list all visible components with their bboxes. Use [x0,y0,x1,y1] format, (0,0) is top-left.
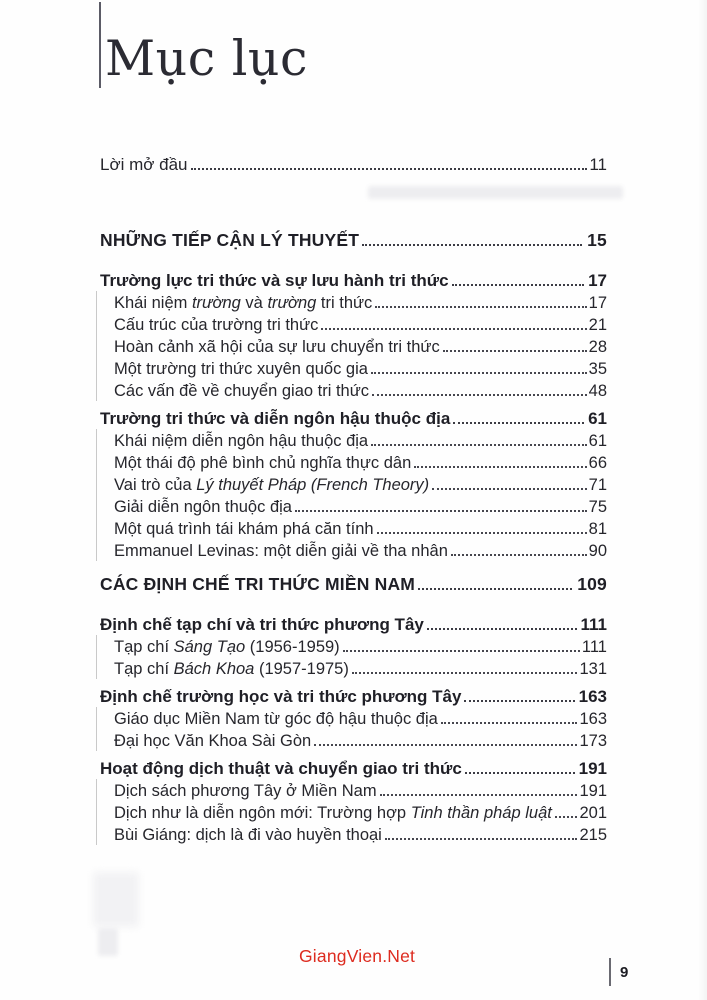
entry-label: Định chế trường học và tri thức phương Tây [100,687,462,706]
entry-page-number: 111 [580,615,607,634]
watermark-text: GiangVien.Net [299,946,416,966]
dot-leader [452,284,585,286]
bleed-through-smudge [93,872,139,927]
page-number: 9 [620,963,629,981]
toc-sub-entry [114,379,607,401]
toc-group-heading [100,267,607,291]
toc-group-heading [100,755,607,779]
entry-page-number: 81 [588,520,607,538]
entry-page-number: 191 [579,782,607,800]
dot-leader [464,700,574,702]
entry-page-number: 17 [588,271,607,290]
entry-label: Một thái độ phê bình chủ nghĩa thực dân [114,454,412,472]
dot-leader [321,328,586,330]
dot-leader [352,672,578,674]
dot-leader [453,422,584,424]
page-number-block [609,958,628,986]
entry-page-number: 109 [577,574,607,594]
toc-group [100,405,607,561]
dot-leader [372,394,587,396]
entry-label: Định chế tạp chí và tri thức phương Tây [100,615,424,634]
toc-sub-entry [114,473,607,495]
dot-leader [371,444,587,446]
toc-group-items [96,707,607,751]
entry-label: Trường tri thức và diễn ngôn hậu thuộc địa [100,409,451,428]
dot-leader [385,838,578,840]
toc-group-items [96,291,607,401]
toc-sub-entry [114,357,607,379]
entry-page-number: 215 [579,826,607,844]
entry-label: Khái niệm diễn ngôn hậu thuộc địa [114,432,369,450]
entry-page-number: 48 [588,382,607,400]
entry-label: Các vấn đề về chuyển giao tri thức [114,382,370,400]
entry-label: CÁC ĐỊNH CHẾ TRI THỨC MIỀN NAM [100,574,416,594]
entry-label: Giáo dục Miền Nam từ góc độ hậu thuộc địa [114,710,438,728]
entry-page-number: 28 [588,338,607,356]
toc-group [100,683,607,751]
entry-page-number: 131 [579,660,607,678]
toc-group-heading [100,683,607,707]
entry-page-number: 90 [588,542,607,560]
entry-page-number: 15 [587,230,607,250]
entry-page-number: 71 [588,476,607,494]
toc-sub-entry [114,635,607,657]
entry-label: Hoàn cảnh xã hội của sự lưu chuyển tri thức [114,338,440,356]
table-of-contents [100,151,607,845]
entry-label: Dịch như là diễn ngôn mới: Trường hợp Tinh thần pháp luật [114,804,552,822]
dot-leader [375,306,586,308]
entry-page-number: 61 [588,409,607,428]
entry-page-number: 191 [578,759,607,778]
toc-group-heading [100,611,607,635]
toc-group-items [96,429,607,561]
dot-leader [441,722,578,724]
toc-sub-entry [114,451,607,473]
dot-leader [362,244,582,246]
dot-leader [371,372,587,374]
toc-group [100,755,607,845]
toc-sub-entry [114,823,607,845]
entry-page-number: 163 [578,687,607,706]
toc-sub-entry [114,779,607,801]
entry-label: Bùi Giáng: dịch là đi vào huyền thoại [114,826,382,844]
dot-leader [314,744,577,746]
entry-label: NHỮNG TIẾP CẬN LÝ THUYẾT [100,230,360,250]
entry-label: Khái niệm trường và trường tri thức [114,294,373,312]
entry-label: Một trường tri thức xuyên quốc gia [114,360,368,378]
entry-label: Cấu trúc của trường tri thức [114,316,319,334]
entry-label: Vai trò của Lý thuyết Pháp (French Theory) [114,476,430,494]
entry-page-number: 17 [588,294,607,312]
entry-label: Tạp chí Sáng Tạo (1956-1959) [114,638,340,656]
entry-label: Một quá trình tái khám phá căn tính [114,520,374,538]
entry-page-number: 75 [588,498,607,516]
entry-page-number: 21 [588,316,607,334]
entry-page-number: 201 [579,804,607,822]
entry-page-number: 111 [581,638,607,656]
toc-sub-entry [114,291,607,313]
toc-sub-entry [114,539,607,561]
page-number-rule [609,958,611,986]
dot-leader [418,588,572,590]
toc-sub-entry [114,801,607,823]
dot-leader [191,168,588,170]
entry-page-number: 35 [588,360,607,378]
dot-leader [380,794,578,796]
entry-label: Dịch sách phương Tây ở Miền Nam [114,782,377,800]
toc-sub-entry [114,495,607,517]
dot-leader [295,510,587,512]
dot-leader [443,350,587,352]
toc-sub-entry [114,707,607,729]
entry-label: Hoạt động dịch thuật và chuyển giao tri thức [100,759,462,778]
toc-sub-entry [114,429,607,451]
dot-leader [343,650,580,652]
dot-leader [414,466,586,468]
toc-group [100,267,607,401]
entry-label: Giải diễn ngôn thuộc địa [114,498,292,516]
entry-page-number: 11 [589,155,607,174]
dot-leader [432,488,586,490]
entry-page-number: 61 [588,432,607,450]
entry-label: Emmanuel Levinas: một diễn giải về tha nhân [114,542,448,560]
entry-page-number: 66 [588,454,607,472]
toc-group-heading [100,405,607,429]
toc-group-items [96,635,607,679]
toc-sub-entry [114,729,607,751]
toc-group-items [96,779,607,845]
page-edge-shadow [698,0,707,1000]
toc-sub-entry [114,517,607,539]
dot-leader [451,554,587,556]
dot-leader [465,772,575,774]
toc-section-header [100,569,607,595]
toc-sub-entry [114,657,607,679]
entry-page-number: 163 [579,710,607,728]
toc-sub-entry [114,313,607,335]
dot-leader [377,532,587,534]
entry-page-number: 173 [579,732,607,750]
toc-section-header [100,225,607,251]
dot-leader [427,628,577,630]
toc-group [100,611,607,679]
toc-sub-entry [114,335,607,357]
title-rule [99,2,101,88]
entry-label: Tạp chí Bách Khoa (1957-1975) [114,660,349,678]
bleed-through-smudge [98,928,118,956]
dot-leader [555,816,578,818]
entry-label: Trường lực tri thức và sự lưu hành tri thức [100,271,449,290]
entry-label: Đại học Văn Khoa Sài Gòn [114,732,312,750]
toc-entry [100,151,607,175]
page-title: Mục lục [105,30,308,87]
entry-label: Lời mở đầu [100,155,188,174]
